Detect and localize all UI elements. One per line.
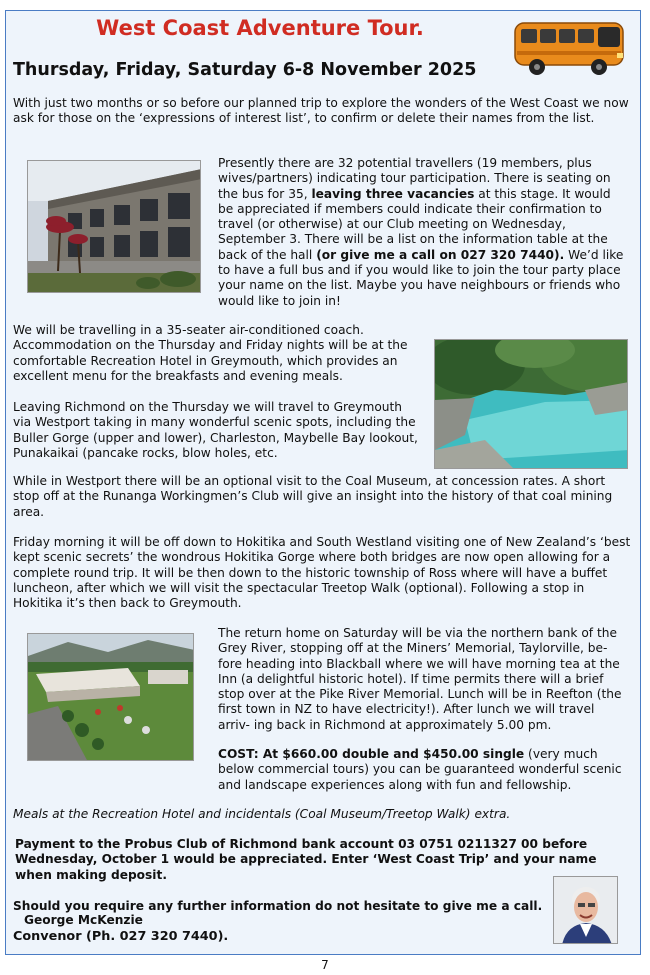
- bus-illustration: [511, 15, 629, 78]
- contact-line: Should you require any further information do not hesitate to give me a call.: [13, 899, 543, 913]
- convenor-phone: Convenor (Ph. 027 320 7440).: [13, 929, 229, 944]
- blackball-inn-photo: [27, 633, 194, 761]
- coach-paragraph: We will be travelling in a 35-seater air-conditioned coach. Accommodation on the Thursday and Friday nights will be at the comfortable Recreation Hotel in Greymouth, which provides an excellent menu for the breakfasts and evening meals.: [13, 323, 408, 383]
- vacancies-highlight: leaving three vacancies: [311, 186, 475, 201]
- cost-highlight: COST: At $660.00 double and $450.00 single: [218, 747, 525, 761]
- travellers-text-a: Presently there are 32 potential travellers (19 members, plus wives/partners) indicating tour participation. There is seating on the bus for 35,: [218, 156, 611, 201]
- article-title: West Coast Adventure Tour.: [96, 16, 424, 40]
- cost-text: (very much below commercial tours) you can be guaranteed wonderful scenic and landscape experiences along with fun and fellowship.: [218, 747, 622, 792]
- cost-block-first: [218, 747, 628, 793]
- saturday-paragraph: The return home on Saturday will be via the northern bank of the Grey River, stopping off at the Miners’ Memorial, Taylorville, be- fore heading into Blackball where we will have morning tea at the Inn (a delightful historic hotel). If time permits there will a brief stop over at the Pike River Memorial. Lunch will be in Reefton (the first town in NZ to have electricity!). After lunch we will travel arriv- ing back in Richmond at approximately 5.00 pm.: [218, 626, 622, 732]
- route-paragraph: Leaving Richmond on the Thursday we will travel to Greymouth via Westport taking in many wonderful scenic spots, including the Buller Gorge (upper and lower), Charleston, Maybelle Bay lookout, Punakaikai (pancake rocks, blow holes, etc.: [13, 400, 418, 460]
- hotel-photo: [27, 160, 201, 293]
- meals-note: Meals at the Recreation Hotel and incidentals (Coal Museum/Treetop Walk) extra.: [13, 807, 511, 821]
- westport-paragraph: While in Westport there will be an optional visit to the Coal Museum, at concession rates. A short stop off at the Runanga Workingmen’s Club will give an insight into the history of that coal mining area.: [13, 474, 613, 519]
- gorge-photo: [434, 339, 628, 469]
- friday-paragraph: Friday morning it will be off down to Hokitika and South Westland visiting one of New Zealand’s ‘best kept scenic secrets’ the wondrous Hokitika Gorge where both bridges are now open allowing for a complete round trip. It will be then down to the historic township of Ross where will have a buffet luncheon, after which we will visit the spectacular Treetop Walk (optional). Following a stop in Hokitika it’s then back to Greymouth.: [13, 535, 631, 611]
- convenor-name: George McKenzie: [24, 913, 143, 927]
- tour-dates-heading: Thursday, Friday, Saturday 6-8 November 2025: [13, 60, 477, 80]
- page-number: 7: [321, 958, 329, 972]
- travellers-paragraph: [218, 156, 628, 309]
- convenor-portrait: [553, 876, 618, 944]
- intro-paragraph: With just two months or so before our planned trip to explore the wonders of the West Coast we now ask for those on the ‘expressions of interest list’, to confirm or delete their names from the list.: [13, 96, 629, 126]
- phone-highlight: (or give me a call on 027 320 7440).: [316, 247, 565, 262]
- payment-paragraph: Payment to the Probus Club of Richmond bank account 03 0751 0211327 00 before Wednesday, October 1 would be appreciated. Enter ‘West Coast Trip’ and your name when making deposit.: [15, 837, 597, 882]
- travellers-text-e: We’d like to have a full bus and if you would like to join the tour party place your name on the list. Maybe you have neighbours or friends who would like to join in!: [218, 247, 624, 308]
- travellers-text-c: at this stage. It would be appreciated if members could indicate their confirmation to travel (or otherwise) at our Club meeting on Wednesday, September 3. There will be a list on the information table at the back of the hall: [218, 186, 611, 262]
